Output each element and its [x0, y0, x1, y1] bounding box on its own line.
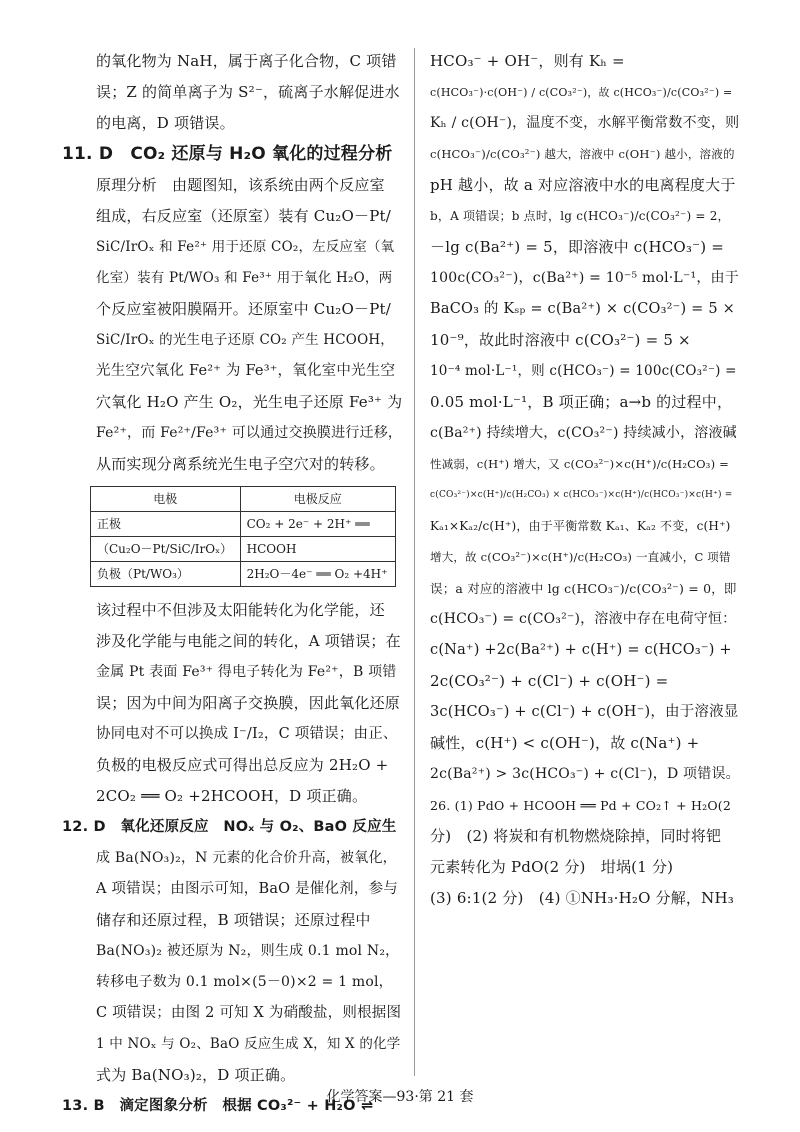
text-line: －lg c(Ba²⁺) = 5，即溶液中 c(HCO₃⁻) =	[430, 238, 725, 256]
text-line: 100c(CO₃²⁻)，c(Ba²⁺) = 10⁻⁵ mol·L⁻¹，由于	[430, 270, 739, 286]
text-line: 协同电对不可以换成 I⁻/I₂，C 项错误；由正、	[96, 726, 398, 742]
table-cell: 正极	[91, 512, 241, 537]
text-line: 3c(HCO₃⁻) + c(Cl⁻) + c(OH⁻)，由于溶液显	[430, 704, 739, 720]
text-line: 光生空穴氧化 Fe²⁺ 为 Fe³⁺，氧化室中光生空	[96, 363, 396, 379]
text-line: 的电离，D 项错误。	[96, 114, 235, 132]
question-heading: 13. B 滴定图象分析 根据 CO₃²⁻ + H₂O ⇌	[62, 1098, 374, 1114]
text-line: 转移电子数为 0.1 mol×(5－0)×2 = 1 mol，	[96, 974, 393, 990]
text-line: 个反应室被阳膜隔开。还原室中 Cu₂O－Pt/	[96, 300, 391, 318]
text-line: 增大，故 c(CO₃²⁻)×c(H⁺)/c(H₂CO₃) 一直减小，C 项错	[430, 550, 731, 564]
text-line: 1 中 NOₓ 与 O₂、BaO 反应生成 X，知 X 的化学	[96, 1036, 401, 1052]
page-footer: 化学答案—93·第 21 套	[326, 1089, 474, 1105]
column-divider	[414, 48, 415, 1076]
table-cell: 2H₂O－4e⁻ ══ O₂ +4H⁺	[240, 562, 395, 587]
text-line: 性减弱，c(H⁺) 增大，又 c(CO₃²⁻)×c(H⁺)/c(H₂CO₃) =	[430, 457, 729, 471]
table-header: 电极反应	[240, 487, 395, 512]
text-line: b，A 项错误；b 点时，lg c(HCO₃⁻)/c(CO₃²⁻) = 2，	[430, 209, 730, 223]
text-line: Ba(NO₃)₂ 被还原为 N₂，则生成 0.1 mol N₂，	[96, 943, 400, 959]
text-line: 金属 Pt 表面 Fe³⁺ 得电子转化为 Fe²⁺，B 项错	[96, 664, 397, 680]
question-heading: 12. D 氧化还原反应 NOₓ 与 O₂、BaO 反应生	[62, 819, 397, 835]
left-text-block-1	[62, 46, 402, 480]
text-line: 元素转化为 PdO(2 分) 坩埚(1 分)	[430, 858, 674, 876]
text-line: Kₕ / c(OH⁻)，温度不变，水解平衡常数不变，则	[430, 115, 740, 131]
text-line: 组成，右反应室（还原室）装有 Cu₂O－Pt/	[96, 207, 391, 225]
right-text-block	[430, 46, 740, 914]
text-line: BaCO₃ 的 Kₛₚ = c(Ba²⁺) × c(CO₃²⁻) = 5 ×	[430, 301, 735, 317]
text-line: SiC/IrOₓ 的光生电子还原 CO₂ 产生 HCOOH，	[96, 332, 395, 348]
text-line: 10⁻⁹，故此时溶液中 c(CO₃²⁻) = 5 ×	[430, 331, 691, 349]
text-line: 成 Ba(NO₃)₂，N 元素的化合价升高，被氧化，	[96, 850, 397, 866]
text-line: 26. (1) PdO + HCOOH ══ Pd + CO₂↑ + H₂O(2	[430, 798, 732, 813]
text-line: 式为 Ba(NO₃)₂，D 项正确。	[96, 1066, 296, 1084]
text-line: 负极的电极反应式可得出总反应为 2H₂O +	[96, 756, 389, 774]
text-line: 10⁻⁴ mol·L⁻¹，则 c(HCO₃⁻) = 100c(CO₃²⁻) =	[430, 363, 737, 379]
table-header: 电极	[91, 487, 241, 512]
text-line: 化室）装有 Pt/WO₃ 和 Fe³⁺ 用于氧化 H₂O，两	[96, 270, 393, 286]
text-line: (3) 6:1(2 分) (4) ①NH₃·H₂O 分解，NH₃	[430, 889, 734, 907]
text-line: 0.05 mol·L⁻¹，B 项正确；a→b 的过程中，	[430, 393, 733, 411]
text-line: C 项错误；由图 2 可知 X 为硝酸盐，则根据图	[96, 1005, 402, 1021]
text-line: 误；Z 的简单离子为 S²⁻，硫离子水解促进水	[96, 83, 400, 101]
text-line: 从而实现分离系统光生电子空穴对的转移。	[96, 455, 385, 473]
text-line: 原理分析 由题图知，该系统由两个反应室	[96, 176, 385, 194]
text-line: SiC/IrOₓ 和 Fe²⁺ 用于还原 CO₂，左反应室（氧	[96, 239, 395, 255]
left-text-block-2	[62, 595, 402, 1122]
text-line: Fe²⁺，而 Fe²⁺/Fe³⁺ 可以通过交换膜进行迁移，	[96, 425, 403, 441]
text-line: 分) (2) 将炭和有机物燃烧除掉，同时将钯	[430, 827, 722, 845]
text-line: c(Na⁺) +2c(Ba²⁺) + c(H⁺) = c(HCO₃⁻) +	[430, 642, 732, 658]
table-cell: （Cu₂O－Pt/SiC/IrOₓ）	[91, 537, 241, 562]
text-line: 该过程中不但涉及太阳能转化为化学能，还	[96, 601, 385, 619]
text-line: Kₐ₁×Kₐ₂/c(H⁺)，由于平衡常数 Kₐ₁、Kₐ₂ 不变，c(H⁺)	[430, 519, 731, 533]
text-line: 的氧化物为 NaH，属于离子化合物，C 项错	[96, 52, 397, 70]
text-line: c(CO₃²⁻)×c(H⁺)/c(H₂CO₃) × c(HCO₃⁻)×c(H⁺)/c(HCO₃⁻)×c(H⁺) =	[430, 490, 733, 500]
table-cell: HCOOH	[240, 537, 395, 562]
text-line: c(HCO₃⁻)/c(CO₃²⁻) 越大，溶液中 c(OH⁻) 越小，溶液的	[430, 147, 735, 161]
right-column	[430, 46, 740, 914]
left-column	[62, 46, 402, 1122]
text-line: 2CO₂ ══ O₂ +2HCOOH，D 项正确。	[96, 787, 368, 805]
text-line: 误；因为中间为阳离子交换膜，因此氧化还原	[96, 694, 401, 712]
text-line: c(HCO₃⁻) = c(CO₃²⁻)，溶液中存在电荷守恒：	[430, 611, 737, 627]
text-line: pH 越小，故 a 对应溶液中水的电离程度大于	[430, 176, 736, 194]
text-line: A 项错误；由图示可知，BaO 是催化剂，参与	[96, 881, 398, 897]
text-line: 2c(Ba²⁺) > 3c(HCO₃⁻) + c(Cl⁻)，D 项错误。	[430, 766, 740, 782]
table-cell: CO₂ + 2e⁻ + 2H⁺ ══	[240, 512, 395, 537]
text-line: 2c(CO₃²⁻) + c(Cl⁻) + c(OH⁻) =	[430, 672, 669, 690]
text-line: 穴氧化 H₂O 产生 O₂，光生电子还原 Fe³⁺ 为	[96, 393, 403, 411]
question-heading: 11. D CO₂ 还原与 H₂O 氧化的过程分析	[62, 144, 393, 164]
text-line: 涉及化学能与电能之间的转化，A 项错误；在	[96, 632, 401, 650]
table-cell: 负极（Pt/WO₃）	[91, 562, 241, 587]
text-line: c(Ba²⁺) 持续增大，c(CO₃²⁻) 持续减小，溶液碱	[430, 425, 737, 441]
text-line: 误；a 对应的溶液中 lg c(HCO₃⁻)/c(CO₃²⁻) = 0，即	[430, 581, 737, 596]
text-line: 碱性，c(H⁺) < c(OH⁻)，故 c(Na⁺) +	[430, 734, 700, 752]
text-line: HCO₃⁻ + OH⁻，则有 Kₕ =	[430, 52, 625, 70]
text-line: c(HCO₃⁻)·c(OH⁻) / c(CO₃²⁻)，故 c(HCO₃⁻)/c(CO₃²⁻) =	[430, 86, 733, 99]
electrode-reaction-table	[90, 486, 396, 587]
text-line: 储存和还原过程，B 项错误；还原过程中	[96, 911, 371, 929]
